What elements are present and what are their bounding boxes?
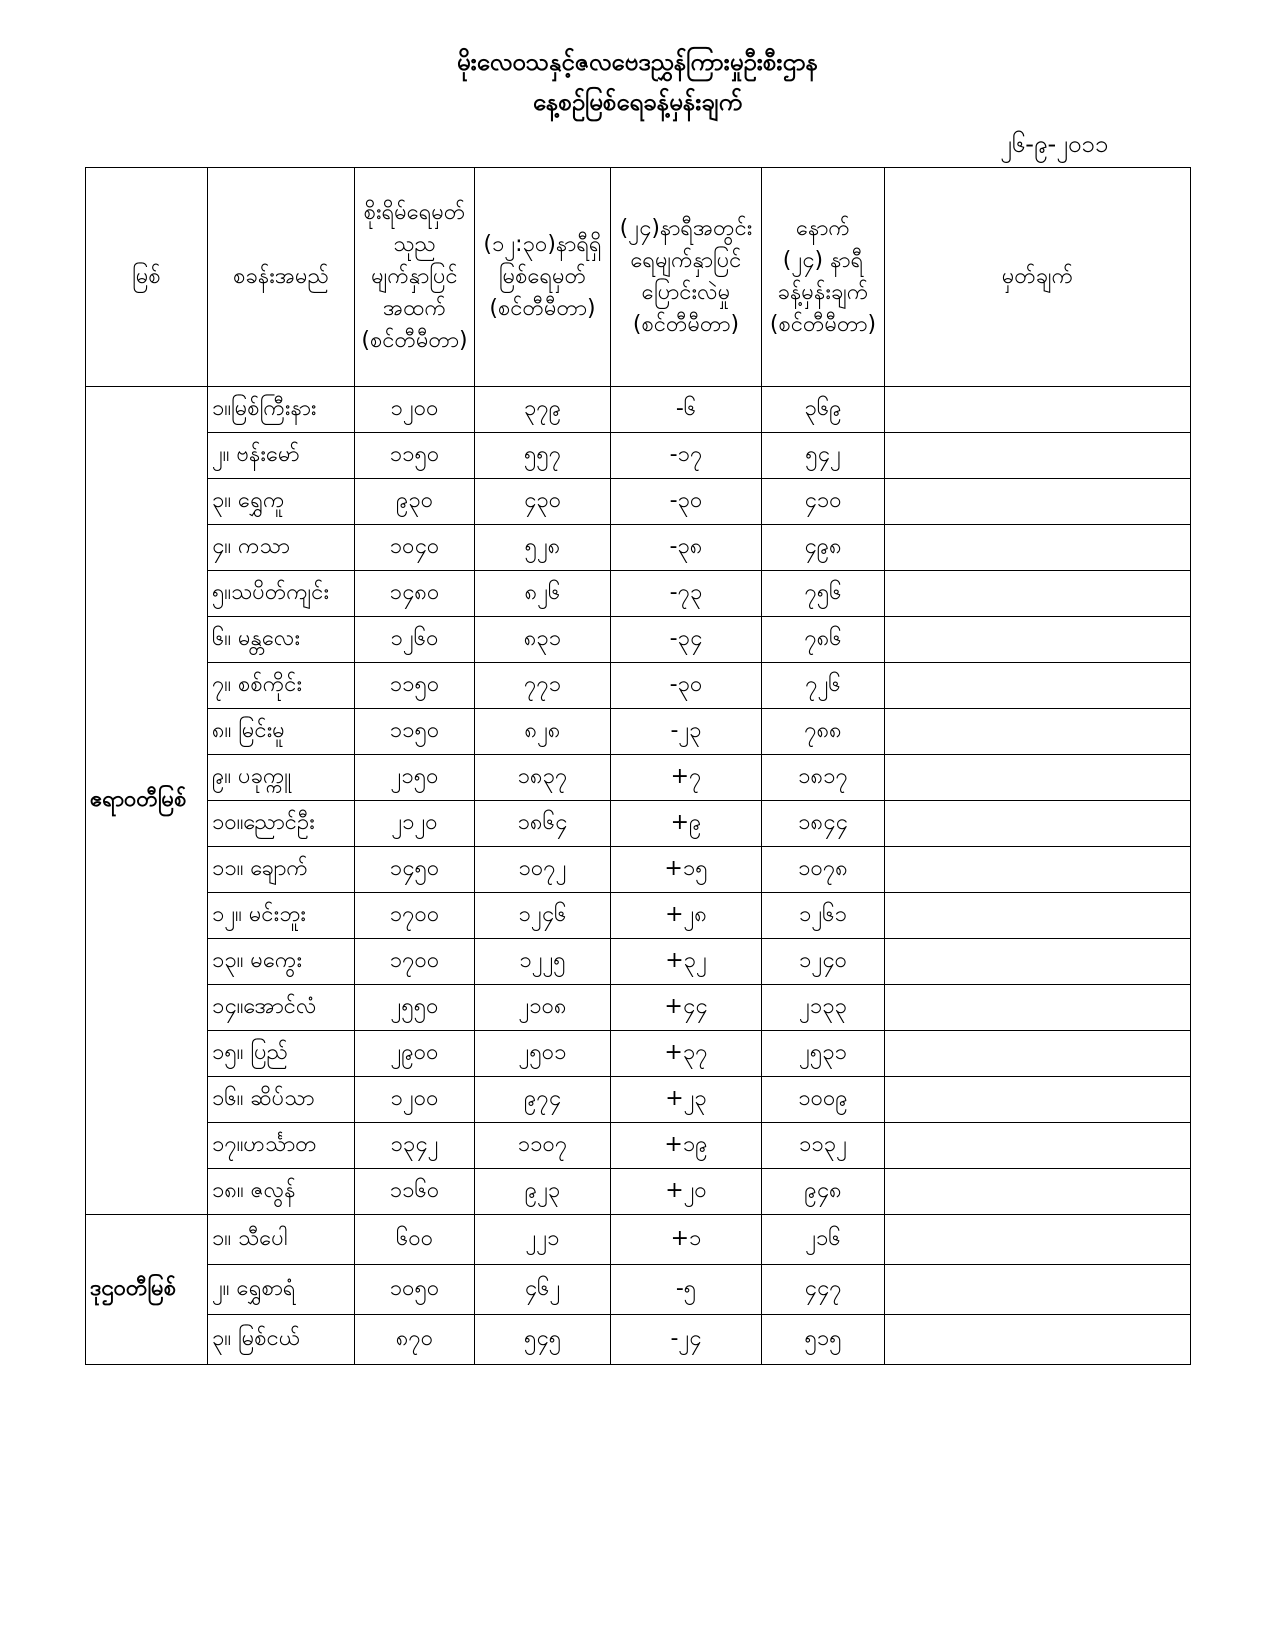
station-cell: ၉။ ပခုက္ကူ	[208, 755, 355, 801]
remark-cell	[885, 847, 1191, 893]
change-cell: +၂၀	[611, 1169, 762, 1215]
forecast-cell: ၉၄၈	[762, 1169, 885, 1215]
table-row	[86, 939, 1191, 985]
danger-level-cell: ၁၇၀၀	[355, 893, 475, 939]
station-cell: ၄။ ကသာ	[208, 525, 355, 571]
forecast-cell: ၁၂၄၀	[762, 939, 885, 985]
forecast-cell: ၄၉၈	[762, 525, 885, 571]
river-name-cell: ဧရာဝတီမြစ်	[86, 387, 208, 1215]
station-cell: ၃။ ရွှေကူ	[208, 479, 355, 525]
table-row	[86, 847, 1191, 893]
current-level-cell: ၂၁၀၈	[475, 985, 611, 1031]
remark-cell	[885, 985, 1191, 1031]
current-level-cell: ၅၄၅	[475, 1315, 611, 1365]
danger-level-cell: ၁၇၀၀	[355, 939, 475, 985]
danger-level-cell: ၂၅၅၀	[355, 985, 475, 1031]
station-cell: ၂။ ရွှေစာရံ	[208, 1265, 355, 1315]
remark-cell	[885, 1169, 1191, 1215]
change-cell: -၁၇	[611, 433, 762, 479]
danger-level-cell: ၉၃၀	[355, 479, 475, 525]
column-header-station: စခန်းအမည်	[208, 168, 355, 387]
remark-cell	[885, 939, 1191, 985]
current-level-cell: ၅၅၇	[475, 433, 611, 479]
change-cell: +၂၃	[611, 1077, 762, 1123]
station-cell: ၁၅။ ပြည်	[208, 1031, 355, 1077]
station-cell: ၁၇။ဟင်္သာတ	[208, 1123, 355, 1169]
danger-level-cell: ၁၁၅၀	[355, 663, 475, 709]
current-level-cell: ၁၈၆၄	[475, 801, 611, 847]
document-title: မိုးလေဝသနှင့်ဇလဗေဒညွှန်ကြားမှုဦးစီးဌာန	[456, 48, 819, 76]
change-cell: +၁	[611, 1215, 762, 1265]
forecast-cell: ၄၁၀	[762, 479, 885, 525]
remark-cell	[885, 663, 1191, 709]
table-row	[86, 433, 1191, 479]
remark-cell	[885, 755, 1191, 801]
forecast-cell: ၁၂၆၁	[762, 893, 885, 939]
forecast-cell: ၂၁၃၃	[762, 985, 885, 1031]
forecast-cell: ၁၁၃၂	[762, 1123, 885, 1169]
remark-cell	[885, 1215, 1191, 1265]
current-level-cell: ၁၀၇၂	[475, 847, 611, 893]
current-level-cell: ၈၃၁	[475, 617, 611, 663]
change-cell: +၁၉	[611, 1123, 762, 1169]
remark-cell	[885, 1077, 1191, 1123]
table-row	[86, 755, 1191, 801]
remark-cell	[885, 709, 1191, 755]
table-row	[86, 801, 1191, 847]
document-date: ၂၆-၉-၂၀၁၁	[1000, 130, 1109, 158]
danger-level-cell: ၁၁၅၀	[355, 433, 475, 479]
forecast-cell: ၂၁၆	[762, 1215, 885, 1265]
forecast-cell: ၇၂၆	[762, 663, 885, 709]
column-header-danger-level: စိုးရိမ်ရေမှတ် သုညမျက်နှာပြင် အထက် (စင်တီမီတာ)	[355, 168, 475, 387]
column-header-remark: မှတ်ချက်	[885, 168, 1191, 387]
change-cell: -၃၀	[611, 663, 762, 709]
station-cell: ၁၂။ မင်းဘူး	[208, 893, 355, 939]
column-header-current-level: (၁၂:၃၀)နာရီရှိ မြစ်ရေမှတ် (စင်တီမီတာ)	[475, 168, 611, 387]
table-row	[86, 571, 1191, 617]
danger-level-cell: ၁၁၅၀	[355, 709, 475, 755]
remark-cell	[885, 571, 1191, 617]
current-level-cell: ၅၂၈	[475, 525, 611, 571]
change-cell: +၉	[611, 801, 762, 847]
current-level-cell: ၁၁၀၇	[475, 1123, 611, 1169]
station-cell: ၁၀။ညောင်ဦး	[208, 801, 355, 847]
change-cell: -၃၄	[611, 617, 762, 663]
danger-level-cell: ၁၀၅၀	[355, 1265, 475, 1315]
forecast-cell: ၇၈၈	[762, 709, 885, 755]
current-level-cell: ၁၂၄၆	[475, 893, 611, 939]
station-cell: ၈။ မြင်းမူ	[208, 709, 355, 755]
station-cell: ၁၄။အောင်လံ	[208, 985, 355, 1031]
column-header-river: မြစ်	[86, 168, 208, 387]
table-row	[86, 663, 1191, 709]
change-cell: -၇၃	[611, 571, 762, 617]
station-cell: ၇။ စစ်ကိုင်း	[208, 663, 355, 709]
table-row	[86, 985, 1191, 1031]
change-cell: -၆	[611, 387, 762, 433]
remark-cell	[885, 479, 1191, 525]
station-cell: ၃။ မြစ်ငယ်	[208, 1315, 355, 1365]
remark-cell	[885, 801, 1191, 847]
danger-level-cell: ၂၉၀၀	[355, 1031, 475, 1077]
forecast-cell: ၇၈၆	[762, 617, 885, 663]
remark-cell	[885, 617, 1191, 663]
forecast-cell: ၁၈၄၄	[762, 801, 885, 847]
change-cell: +၇	[611, 755, 762, 801]
current-level-cell: ၈၂၆	[475, 571, 611, 617]
table-row	[86, 1215, 1191, 1265]
river-forecast-table	[85, 167, 1191, 1365]
change-cell: -၃၈	[611, 525, 762, 571]
table-row	[86, 479, 1191, 525]
table-row	[86, 525, 1191, 571]
danger-level-cell: ၂၁၂၀	[355, 801, 475, 847]
table-row	[86, 387, 1191, 433]
danger-level-cell: ၁၄၅၀	[355, 847, 475, 893]
change-cell: +၃၂	[611, 939, 762, 985]
current-level-cell: ၃၇၉	[475, 387, 611, 433]
change-cell: -၅	[611, 1265, 762, 1315]
remark-cell	[885, 1315, 1191, 1365]
forecast-cell: ၅၄၂	[762, 433, 885, 479]
table-row	[86, 893, 1191, 939]
table-row	[86, 617, 1191, 663]
danger-level-cell: ၁၂၀၀	[355, 387, 475, 433]
forecast-cell: ၂၅၃၁	[762, 1031, 885, 1077]
table-row	[86, 1315, 1191, 1365]
remark-cell	[885, 387, 1191, 433]
station-cell: ၁၁။ ချောက်	[208, 847, 355, 893]
current-level-cell: ၁၈၃၇	[475, 755, 611, 801]
forecast-cell: ၄၄၇	[762, 1265, 885, 1315]
current-level-cell: ၈၂၈	[475, 709, 611, 755]
change-cell: -၃၀	[611, 479, 762, 525]
danger-level-cell: ၈၇၀	[355, 1315, 475, 1365]
danger-level-cell: ၁၃၄၂	[355, 1123, 475, 1169]
current-level-cell: ၇၇၁	[475, 663, 611, 709]
danger-level-cell: ၁၁၆၀	[355, 1169, 475, 1215]
forecast-cell: ၁၀၇၈	[762, 847, 885, 893]
table-row	[86, 1265, 1191, 1315]
table-row	[86, 1077, 1191, 1123]
change-cell: -၂၃	[611, 709, 762, 755]
river-name-cell: ဒုဌဝတီမြစ်	[86, 1215, 208, 1365]
change-cell: +၂၈	[611, 893, 762, 939]
current-level-cell: ၁၂၂၅	[475, 939, 611, 985]
change-cell: +၁၅	[611, 847, 762, 893]
danger-level-cell: ၁၂၀၀	[355, 1077, 475, 1123]
current-level-cell: ၂၂၁	[475, 1215, 611, 1265]
header-row	[86, 168, 1191, 387]
current-level-cell: ၉၂၃	[475, 1169, 611, 1215]
danger-level-cell: ၆၀၀	[355, 1215, 475, 1265]
station-cell: ၆။ မန္တလေး	[208, 617, 355, 663]
station-cell: ၂။ ဗန်းမော်	[208, 433, 355, 479]
column-header-change: (၂၄)နာရီအတွင်း ရေမျက်နှာပြင် ပြောင်းလဲမှု (စင်တီမီတာ)	[611, 168, 762, 387]
remark-cell	[885, 1031, 1191, 1077]
danger-level-cell: ၂၁၅၀	[355, 755, 475, 801]
forecast-cell: ၇၅၆	[762, 571, 885, 617]
station-cell: ၅။သပိတ်ကျင်း	[208, 571, 355, 617]
station-cell: ၁၆။ ဆိပ်သာ	[208, 1077, 355, 1123]
current-level-cell: ၄၆၂	[475, 1265, 611, 1315]
table-row	[86, 1031, 1191, 1077]
table-row	[86, 1169, 1191, 1215]
current-level-cell: ၄၃၀	[475, 479, 611, 525]
forecast-cell: ၅၁၅	[762, 1315, 885, 1365]
current-level-cell: ၉၇၄	[475, 1077, 611, 1123]
forecast-cell: ၃၆၉	[762, 387, 885, 433]
forecast-cell: ၁၀၀၉	[762, 1077, 885, 1123]
station-cell: ၁၈။ ဇလွန်	[208, 1169, 355, 1215]
danger-level-cell: ၁၂၆၀	[355, 617, 475, 663]
table-row	[86, 709, 1191, 755]
column-header-forecast: နောက် (၂၄) နာရီ ခန့်မှန်းချက် (စင်တီမီတာ)	[762, 168, 885, 387]
remark-cell	[885, 433, 1191, 479]
change-cell: +၃၇	[611, 1031, 762, 1077]
danger-level-cell: ၁၀၄၀	[355, 525, 475, 571]
change-cell: -၂၄	[611, 1315, 762, 1365]
station-cell: ၁၃။ မကွေး	[208, 939, 355, 985]
table-row	[86, 1123, 1191, 1169]
change-cell: +၄၄	[611, 985, 762, 1031]
station-cell: ၁။မြစ်ကြီးနား	[208, 387, 355, 433]
forecast-cell: ၁၈၁၇	[762, 755, 885, 801]
remark-cell	[885, 893, 1191, 939]
danger-level-cell: ၁၄၈၀	[355, 571, 475, 617]
remark-cell	[885, 525, 1191, 571]
document-subtitle: နေ့စဉ်မြစ်ရေခန့်မှန်းချက်	[532, 88, 743, 116]
remark-cell	[885, 1265, 1191, 1315]
station-cell: ၁။ သီပေါ	[208, 1215, 355, 1265]
remark-cell	[885, 1123, 1191, 1169]
current-level-cell: ၂၅၀၁	[475, 1031, 611, 1077]
